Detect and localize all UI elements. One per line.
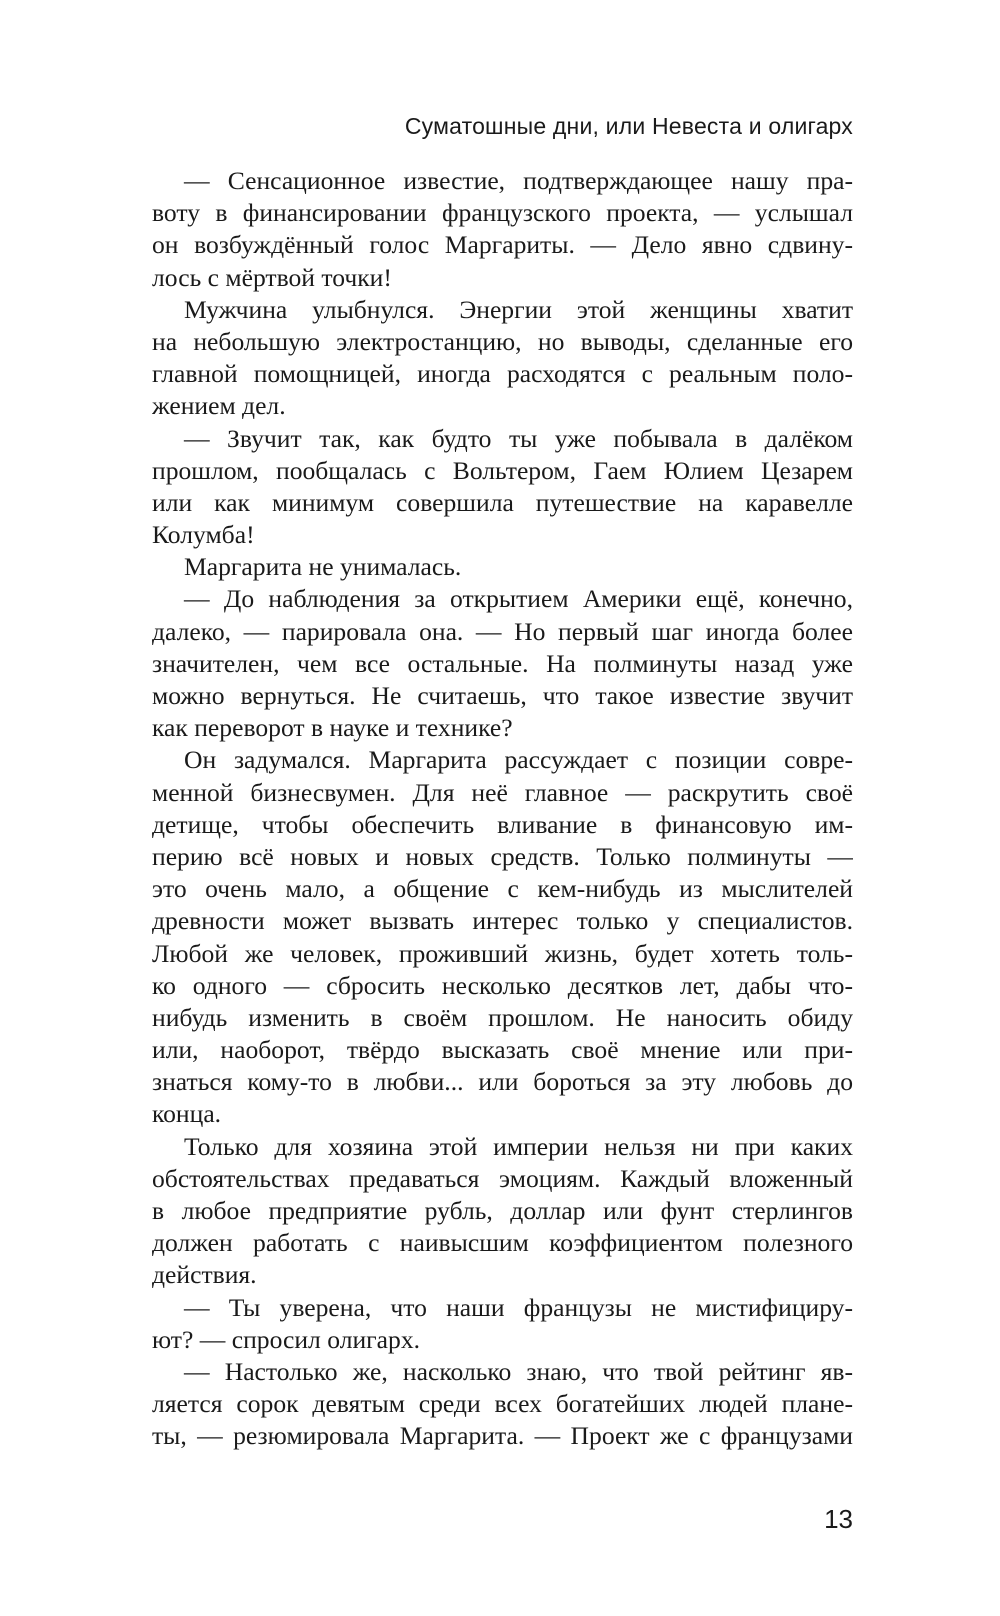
text-line: — Настолько же, насколько знаю, что твой рейтинг яв- bbox=[184, 1356, 853, 1386]
text-line: действия. bbox=[152, 1260, 257, 1290]
text-line: он возбуждённый голос Маргариты. — Дело явно сдвину- bbox=[152, 230, 853, 260]
text-line: Любой же человек, проживший жизнь, будет хотеть толь- bbox=[152, 938, 853, 968]
page-number: 13 bbox=[824, 1504, 853, 1534]
text-line: ты, — резюмировала Маргарита. — Проект же с французами bbox=[152, 1421, 853, 1451]
text-line: воту в финансировании французского проекта, — услышал bbox=[152, 198, 853, 228]
text-line: Он задумался. Маргарита рассуждает с позиции совре- bbox=[184, 745, 853, 775]
text-line: далеко, — парировала она. — Но первый шаг иногда более bbox=[152, 616, 853, 646]
text-line: менной бизнесвумен. Для неё главное — раскрутить своё bbox=[152, 777, 853, 807]
text-line: главной помощницей, иногда расходятся с реальным поло- bbox=[152, 359, 853, 389]
text-line: или, наоборот, твёрдо высказать своё мнение или при- bbox=[152, 1035, 853, 1065]
text-line: ко одного — сбросить несколько десятков лет, дабы что- bbox=[152, 970, 853, 1000]
text-line: Маргарита не унималась. bbox=[184, 552, 462, 582]
text-line: или как минимум совершила путешествие на каравелле bbox=[152, 487, 853, 517]
text-line: детище, чтобы обеспечить вливание в финансовую им- bbox=[152, 809, 853, 839]
text-line: как переворот в науке и технике? bbox=[152, 713, 513, 743]
body-text bbox=[152, 165, 853, 1453]
text-line: должен работать с наивысшим коэффициентом полезного bbox=[152, 1228, 853, 1258]
text-line: ляется сорок девятым среди всех богатейших людей плане- bbox=[152, 1389, 853, 1419]
text-line: знаться кому-то в любви... или бороться за эту любовь до bbox=[152, 1067, 853, 1097]
text-line: значителен, чем все остальные. На полминуты назад уже bbox=[152, 648, 853, 678]
text-line: древности может вызвать интерес только у специалистов. bbox=[152, 906, 853, 936]
text-line: конца. bbox=[152, 1099, 222, 1129]
text-line: нибудь изменить в своём прошлом. Не наносить обиду bbox=[152, 1002, 853, 1032]
text-line: — Ты уверена, что наши французы не мистифициру- bbox=[184, 1292, 853, 1322]
text-line: жением дел. bbox=[152, 391, 286, 421]
text-line: это очень мало, а общение с кем-нибудь из мыслителей bbox=[152, 874, 853, 904]
text-line: Только для хозяина этой империи нельзя ни при каких bbox=[184, 1131, 853, 1161]
text-line: Мужчина улыбнулся. Энергии этой женщины хватит bbox=[184, 294, 853, 324]
text-line: на небольшую электростанцию, но выводы, сделанные его bbox=[152, 326, 853, 356]
text-line: ют? — спросил олигарх. bbox=[152, 1324, 421, 1354]
text-line: обстоятельствах предаваться эмоциям. Каждый вложенный bbox=[152, 1163, 853, 1193]
running-head: Суматошные дни, или Невеста и олигарх bbox=[404, 113, 853, 139]
text-line: прошлом, пообщалась с Вольтером, Гаем Юлием Цезарем bbox=[152, 455, 853, 485]
text-line: в любое предприятие рубль, доллар или фунт стерлингов bbox=[152, 1196, 853, 1225]
text-line: лось с мёртвой точки! bbox=[152, 262, 392, 292]
text-line: — Звучит так, как будто ты уже побывала в далёком bbox=[184, 423, 853, 453]
text-line: можно вернуться. Не считаешь, что такое известие звучит bbox=[152, 681, 853, 710]
text-line: Колумба! bbox=[152, 520, 255, 550]
text-line: перию всё новых и новых средств. Только полминуты — bbox=[152, 841, 853, 871]
text-line: — До наблюдения за открытием Америки ещё, конечно, bbox=[184, 584, 853, 614]
text-line: — Сенсационное известие, подтверждающее нашу пра- bbox=[184, 166, 853, 195]
